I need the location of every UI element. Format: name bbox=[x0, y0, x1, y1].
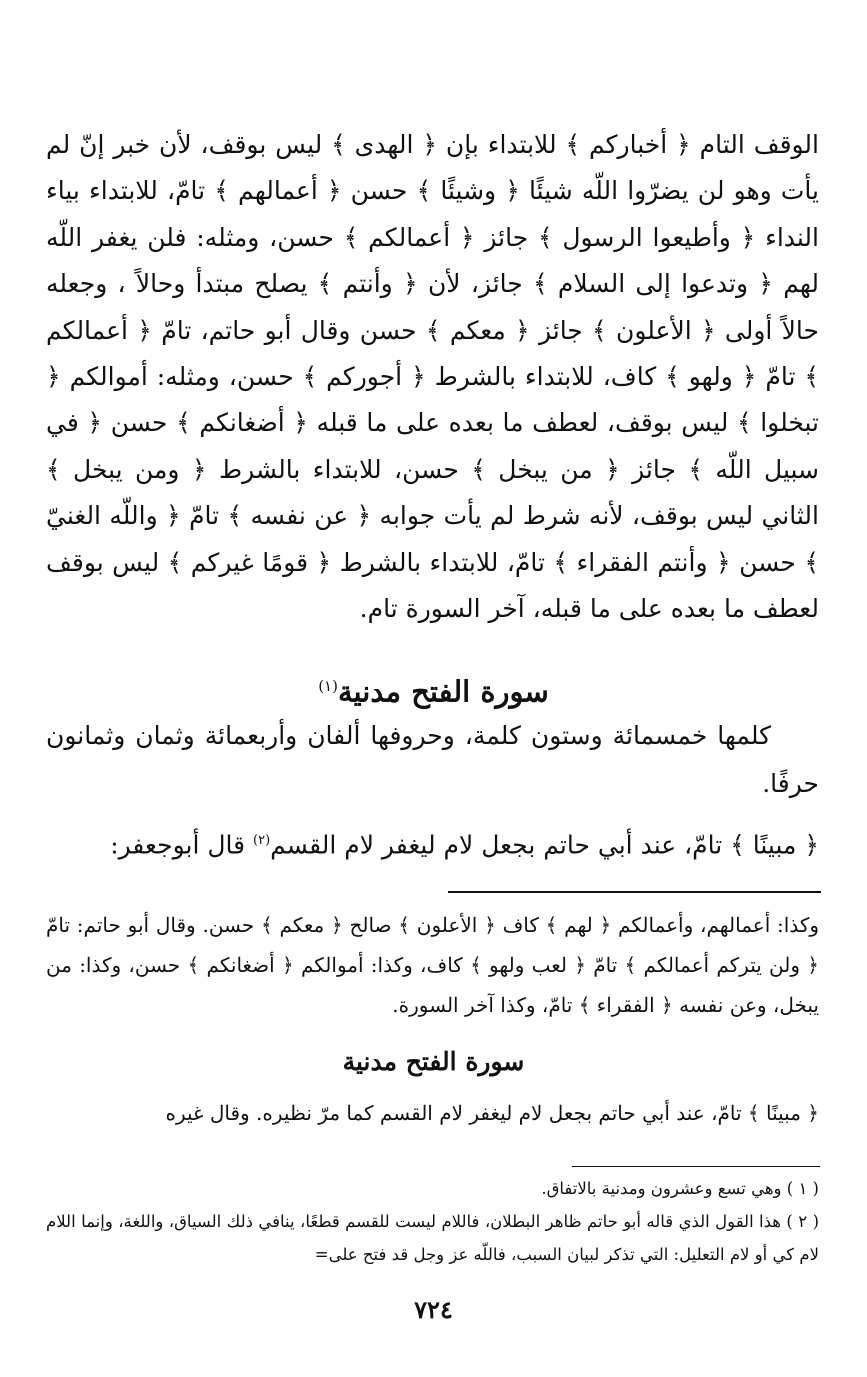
section-divider bbox=[448, 891, 821, 893]
main-paragraph: الوقف التام ﴿ أخباركم ﴾ للابتداء بإن ﴿ الهدى ﴾ ليس بوقف، لأن خبر إنّ لم يأت وهو لن يضرّوا اللّه شيئًا ﴿ وشيئًا ﴾ حسن ﴿ أعمالهم ﴾ تامّ، للابتداء بياء النداء ﴿ وأطيعوا الرسول ﴾ جائز ﴿ أعمالكم ﴾ حسن، ومثله: فلن يغفر اللّه لهم ﴿ وتدعوا إلى السلام ﴾ جائز، لأن ﴿ وأنتم ﴾ يصلح مبتدأ وحالاً ، وجعله حالاً أولى ﴿ الأعلون ﴾ جائز ﴿ معكم ﴾ حسن وقال أبو حاتم، تامّ ﴿ أعمالكم ﴾ تامّ ﴿ ولهو ﴾ كاف، للابتداء بالشرط ﴿ أجوركم ﴾ حسن، ومثله: أموالكم ﴿ تبخلوا ﴾ ليس بوقف، لعطف ما بعده على ما قبله ﴿ أضغانكم ﴾ حسن ﴿ في سبيل اللّه ﴾ جائز ﴿ من يبخل ﴾ حسن، للابتداء بالشرط ﴿ ومن يبخل ﴾ الثاني ليس بوقف، لأنه شرط لم يأت جوابه ﴿ عن نفسه ﴾ تامّ ﴿ واللّه الغنيّ ﴾ حسن ﴿ وأنتم الفقراء ﴾ تامّ، للابتداء بالشرط ﴿ قومًا غيركم ﴾ ليس بوقف لعطف ما بعده على ما قبله، آخر السورة تام. bbox=[46, 130, 819, 624]
main-text-block bbox=[46, 122, 819, 632]
footnote-divider bbox=[572, 1166, 820, 1167]
mubin-tail: قال أبوجعفر: bbox=[110, 830, 254, 860]
surah-heading bbox=[0, 664, 867, 714]
surah-intro: كلمها خمسمائة وستون كلمة، وحروفها ألفان وأربعمائة وثمان وثمانون حرفًا. bbox=[46, 721, 819, 798]
mubin-line bbox=[46, 818, 819, 868]
mubin-text: ﴿ مبينًا ﴾ تامّ، عند أبي حاتم بجعل لام ليغفر لام القسم bbox=[270, 830, 819, 860]
inner-text-block bbox=[46, 905, 819, 1025]
mubin-footnote-ref: (٢) bbox=[253, 833, 271, 848]
footnote-1: ( ١ ) وهي تسع وعشرون ومدنية بالاتفاق. bbox=[541, 1179, 819, 1198]
page-number: ٧٢٤ bbox=[414, 1295, 453, 1324]
surah-heading-text: سورة الفتح مدنية bbox=[337, 674, 549, 709]
footnote-2: ( ٢ ) هذا القول الذي قاله أبو حاتم ظاهر البطلان، فاللام ليست للقسم قطعًا، ينافي ذلك السياق، واللغة، وإنما اللام لام كي أو لام التعليل: التي تذكر لبيان السبب، فاللّه عز وجل قد فتح على= bbox=[46, 1212, 820, 1264]
footnotes bbox=[46, 1172, 819, 1271]
inner-paragraph: وكذا: أعمالهم، وأعمالكم ﴿ لهم ﴾ كاف ﴿ الأعلون ﴾ صالح ﴿ معكم ﴾ حسن. وقال أبو حاتم: تامّ ﴿ ولن يتركم أعمالكم ﴾ تامّ ﴿ لعب ولهو ﴾ كاف، وكذا: أموالكم ﴿ أضغانكم ﴾ حسن، وكذا: من يبخل، وعن نفسه ﴿ الفقراء ﴾ تامّ، وكذا آخر السورة. bbox=[46, 913, 820, 1017]
inner-surah-heading: سورة الفتح مدنية bbox=[342, 1047, 525, 1076]
inner-mubin-line: ﴿ مبينًا ﴾ تامّ، عند أبي حاتم بجعل لام ليغفر لام القسم كما مرّ نظيره. وقال غيره bbox=[165, 1101, 819, 1125]
surah-heading-footnote-ref: (١) bbox=[318, 677, 338, 695]
